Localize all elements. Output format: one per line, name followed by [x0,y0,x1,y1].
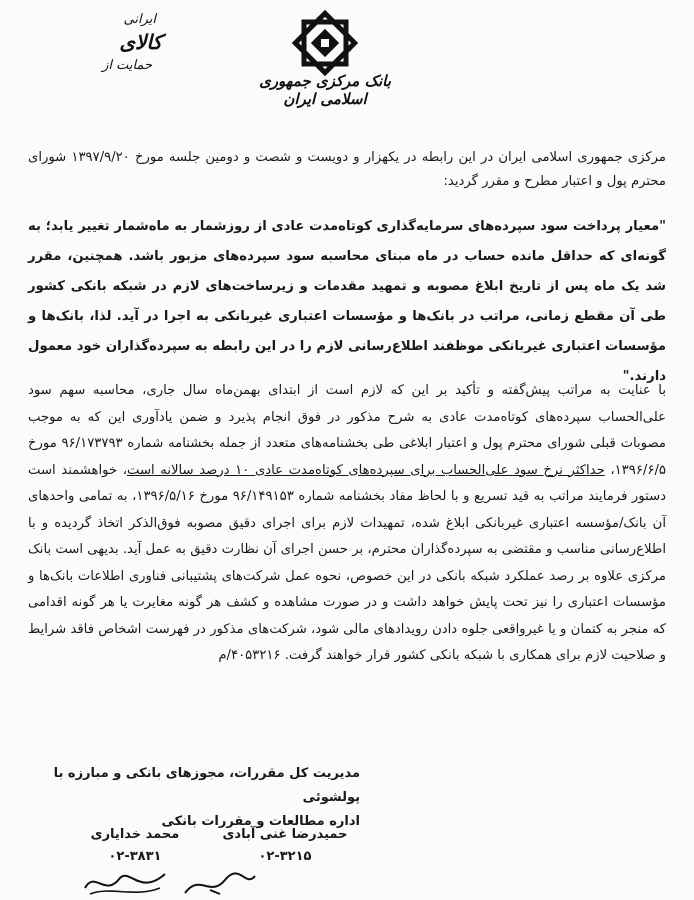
support-iranian-goods-mark [62,12,162,82]
support-mark-line3: حمایت از [102,58,152,73]
intro-paragraph: مرکزی جمهوری اسلامی ایران در این رابطه در یکهزار و دویست و شصت و دومین جلسه مورخ ۱۳۹۷/۹/۲۰ شورای محترم پول و اعتبار مطرح و مقرر گردید: [28,150,666,189]
signer-1-ext: ۰۲-۳۲۱۵ [258,849,312,864]
signature-1-icon [180,868,260,900]
signer-1 [220,824,350,868]
instruction-text-part1: با عنایت به مراتب پیش‌گفته و تأکید بر این که لازم است از ابتدای بهمن‌ماه سال جاری، محاسبه سهم سود علی‌الحساب سپرده‌های کوتاه‌مدت عادی به شرح مذکور در فوق انجام پذیرد و ضمن یادآوری این که به موجب مصوبات قبلی شورای محترم پول و اعتبار ابلاغی طی بخشنامه‌های متعدد از جمله بخشنامه شماره ۹۶/۱۷۳۷۹۳ مورخ ۱۳۹۶/۶/۵، [28,383,666,478]
instruction-paragraph [28,378,666,670]
support-mark-line1: ایرانی [123,12,156,27]
resolution-quote: "معیار پرداخت سود سپرده‌های سرمایه‌گذاری کوتاه‌مدت عادی از روزشمار به ماه‌شمار تغییر یابد؛ به گونه‌ای که حداقل مانده حساب در ماه مبنای محاسبه سود سپرده‌های مزبور باشد. همچنین، مقرر شد یک ماه پس از تاریخ ابلاغ مصوبه و تمهید مقدمات و زیرساخت‌های لازم در شبکه بانکی کشور طی آن مقطع زمانی، مراتب در بانک‌ها و مؤسسات اعتباری غیربانکی به اجرا در آید. لذا، بانک‌ها و مؤسسات اعتباری غیربانکی موظفند اطلاع‌رسانی لازم را در این رابطه به سپرده‌گذاران خود معمول دارند." [28,219,666,384]
signature-2-icon [80,868,170,900]
signer-1-name: حمیدرضا غنی آبادی [222,827,348,842]
instruction-text-part2: ، خواهشمند است دستور فرمایند مراتب به قید تسریع و با لحاظ مفاد بخشنامه شماره ۹۶/۱۴۹۱۵۳ مورخ ۱۳۹۶/۵/۱۶، به تمامی واحدهای آن بانک/مؤسسه اعتباری غیربانکی ابلاغ شده، تمهیدات لازم برای اجرای دقیق مصوبه فوق‌الذکر اتخاذ گردیده و با اطلاع‌رسانی مناسب و مقتضی به سپرده‌گذاران محترم، بر حسن اجرای آن نظارت دقیق به عمل آید. بدیهی است بانک مرکزی علاوه بر رصد عملکرد شبکه بانکی در این خصوص، نحوه عمل شرکت‌های پشتیبانی فناوری اطلاعات بانک‌ها و مؤسسات اعتباری را نیز تحت پایش خواهد داشت و در صورت مشاهده و کشف هر گونه مغایرت یا هر گونه اقدامی که منجر به کتمان و یا غیرواقعی جلوه دادن رویدادهای مالی شود، شرکت‌های مذکور در فهرست اشخاص فاقد شرایط و صلاحیت لازم برای همکاری با شبکه بانکی کشور قرار خواهند گرفت. ۴۰۵۳۲۱۶/م [28,462,666,663]
support-mark-line2: کالای [119,30,162,54]
signer-2-ext: ۰۲-۳۸۳۱ [108,849,162,864]
department-1: مدیریت کل مقررات، مجوزهای بانکی و مبارزه با پولشوئی [53,766,360,805]
department-2: اداره مطالعات و مقررات بانکی [161,814,360,829]
central-bank-logo-icon [290,8,360,78]
max-rate-highlight: حداکثر نرخ سود علی‌الحساب برای سپرده‌های کوتاه‌مدت عادی ۱۰ درصد سالانه است [127,462,605,478]
bank-name: بانک مرکزی جمهوری اسلامی ایران [259,72,391,108]
signer-2-name: محمد خدایاری [90,827,180,842]
signer-2 [70,824,200,868]
